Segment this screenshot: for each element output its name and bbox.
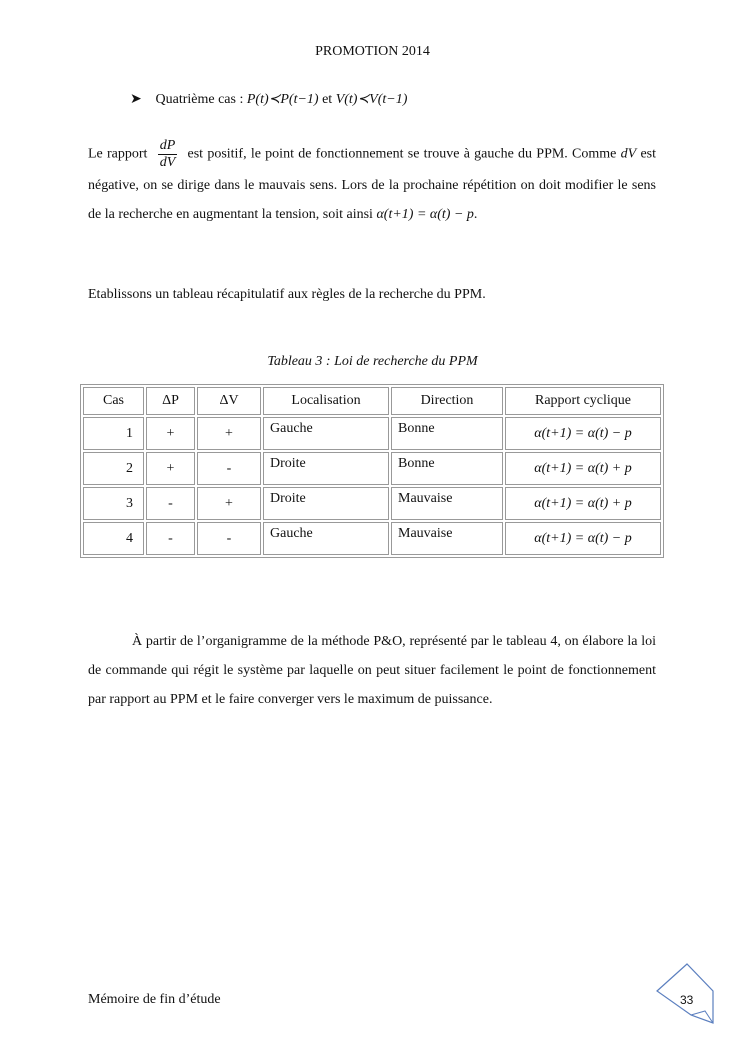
- fraction-numerator: dP: [159, 138, 176, 153]
- case-4-line: [130, 91, 407, 108]
- cell-delta-p: -: [146, 522, 195, 555]
- table-caption: Tableau 3 : Loi de recherche du PPM: [267, 354, 478, 369]
- header-delta-v: ΔV: [197, 387, 261, 415]
- header-rapport-cyclique: Rapport cyclique: [505, 387, 661, 415]
- fraction-denominator: dV: [159, 155, 176, 170]
- cell-delta-p: +: [146, 417, 195, 450]
- condition-voltage: V(t)≺V(t−1): [335, 92, 408, 107]
- cell-delta-p: +: [146, 452, 195, 485]
- page-number: 33: [680, 993, 694, 1007]
- paragraph-organigramme: À partir de l’organigramme de la méthode P&O, représenté par le tableau 4, on élabore la loi de commande qui régit le système par laquelle on peut situer facilement le point de fonctionnement par rapport au PPM et le faire converger vers le maximum de puissance.: [88, 634, 656, 707]
- cell-cas: 2: [83, 452, 144, 485]
- table-row: [83, 522, 661, 555]
- condition-power: P(t)≺P(t−1): [246, 92, 319, 107]
- table-row: [83, 487, 661, 520]
- cell-localisation: Gauche: [263, 417, 389, 450]
- paragraph-rapport: [88, 138, 656, 229]
- paragraph-etablissons: Etablissons un tableau récapitulatif aux règles de la recherche du PPM.: [88, 287, 486, 302]
- page-header: PROMOTION 2014: [315, 44, 430, 59]
- cell-direction: Mauvaise: [391, 522, 503, 555]
- cell-rapport: α(t+1) = α(t) + p: [505, 452, 661, 485]
- header-localisation: Localisation: [263, 387, 389, 415]
- para1-prefix: Le rapport: [88, 146, 148, 162]
- header-direction: Direction: [391, 387, 503, 415]
- arrow-bullet-icon: ➤: [130, 92, 142, 107]
- table-row: [83, 452, 661, 485]
- cell-rapport: α(t+1) = α(t) + p: [505, 487, 661, 520]
- cell-localisation: Droite: [263, 487, 389, 520]
- case-4-label: Quatrième cas :: [155, 92, 244, 107]
- cell-direction: Bonne: [391, 452, 503, 485]
- header-delta-p: ΔP: [146, 387, 195, 415]
- table-header-row: [83, 387, 661, 415]
- para1-text1: est positif, le point de fonctionnement se trouve à gauche du PPM. Comme: [187, 146, 617, 162]
- cell-delta-v: +: [197, 417, 261, 450]
- table-row: [83, 417, 661, 450]
- cell-delta-v: -: [197, 522, 261, 555]
- dv-symbol: dV: [620, 146, 637, 162]
- cell-cas: 4: [83, 522, 144, 555]
- footer-title: Mémoire de fin d’étude: [88, 992, 221, 1007]
- fraction-dp-dv: [158, 138, 178, 171]
- cell-cas: 3: [83, 487, 144, 520]
- para1-text2: est négative, on se dirige dans le mauvais sens. Lors de la prochaine répétition on doit modifier le sens de la recherche en augmentant la tension, soit ainsi: [88, 146, 657, 222]
- cell-localisation: Gauche: [263, 522, 389, 555]
- header-cas: Cas: [83, 387, 144, 415]
- ppm-table: [80, 384, 664, 558]
- cell-rapport: α(t+1) = α(t) − p: [505, 522, 661, 555]
- cell-delta-v: +: [197, 487, 261, 520]
- cell-direction: Mauvaise: [391, 487, 503, 520]
- cell-direction: Bonne: [391, 417, 503, 450]
- cell-localisation: Droite: [263, 452, 389, 485]
- para1-formula: α(t+1) = α(t) − p: [376, 207, 474, 222]
- cell-rapport: α(t+1) = α(t) − p: [505, 417, 661, 450]
- cell-delta-p: -: [146, 487, 195, 520]
- connector-et: et: [322, 92, 333, 107]
- para1-end: .: [473, 207, 478, 222]
- cell-delta-v: -: [197, 452, 261, 485]
- cell-cas: 1: [83, 417, 144, 450]
